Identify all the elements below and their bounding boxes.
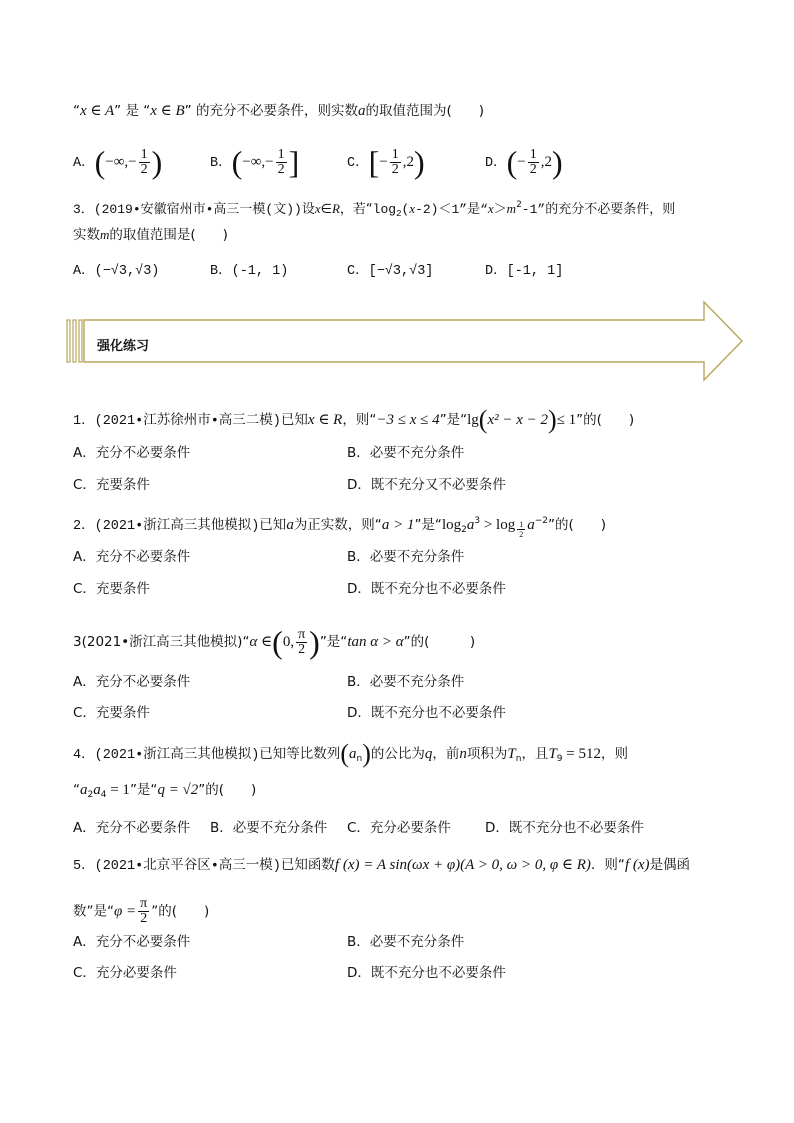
bracket: ]: [288, 144, 300, 180]
math-expr: q = √2: [157, 782, 199, 798]
text: “: [73, 782, 80, 798]
math-var: m: [506, 201, 517, 216]
intro-option-c: [347, 146, 425, 178]
fraction: [276, 148, 287, 177]
q1-option-d: D．既不充分又不必要条件: [347, 477, 506, 493]
math-expr: f (x) = A sin(ωx + φ)(A > 0, ω > 0, φ ∈ R): [334, 857, 591, 873]
math-expr: −∞,−: [105, 154, 137, 170]
math-expr: x² − x − 2: [487, 412, 549, 428]
intro-question-line: [73, 101, 484, 121]
fraction: [296, 628, 307, 657]
subscript: 2: [87, 790, 94, 800]
text: 数”是“: [73, 903, 114, 920]
q5-line-2: [73, 897, 209, 926]
text: -1”的充分不必要条件，则: [521, 202, 676, 217]
text: “: [73, 103, 80, 119]
math-expr: tan α > α: [347, 634, 404, 650]
q1-line: 1．(2021•江苏徐州市•高三二模)已知x ∈ R，则“−3 ≤ x ≤ 4”是“lg(x² − x − 2)≤ 1”的( ): [73, 405, 635, 434]
fraction: [139, 148, 150, 177]
log-base: 2: [396, 209, 402, 219]
fraction: [390, 148, 401, 177]
math-log: log: [372, 202, 397, 217]
denominator: 2: [140, 911, 148, 926]
numerator: 1: [519, 520, 524, 529]
text: ”是“: [129, 782, 158, 798]
text: 设: [301, 202, 315, 217]
numerator: 1: [529, 146, 537, 162]
math-expr: ≤ 1: [556, 412, 577, 428]
math-expr: α ∈: [249, 634, 273, 650]
q2-option-c: C．充要条件: [73, 581, 150, 597]
q4-option-c: C．充分必要条件: [347, 820, 451, 836]
math-var: a: [466, 517, 475, 533]
q2-option-a: A．充分不必要条件: [73, 549, 191, 565]
subscript: 9: [556, 754, 563, 764]
text: 是偶函: [649, 857, 691, 873]
bracket: ): [309, 624, 320, 660]
denominator: 2: [277, 161, 285, 177]
q2-option-d: D．既不充分也不必要条件: [347, 581, 506, 597]
q5-option-b: B．必要不充分条件: [347, 934, 465, 950]
log-base: 2: [461, 525, 467, 535]
math-var: T: [507, 746, 516, 762]
text: -2)＜1”是“: [415, 202, 488, 217]
text: 的取值范围是( ): [109, 227, 228, 243]
text: ，且: [521, 746, 549, 762]
exponent: 2: [516, 200, 522, 210]
q4-option-a: A．充分不必要条件: [73, 820, 191, 836]
exponent: 3: [474, 516, 481, 526]
text: 的取值范围为( ): [365, 103, 485, 119]
q3-option-a: A．(−√3,√3): [73, 264, 160, 279]
q3-option-d: D．[-1, 1]: [485, 264, 564, 279]
text: 为正实数，则“: [293, 517, 382, 533]
q3-option-b: B．(-1, 1): [210, 264, 289, 279]
q4-option-d: D．既不充分也不必要条件: [485, 820, 644, 836]
bracket: (: [506, 144, 518, 180]
question-lead: 1．(2021•江苏徐州市•高三二模)已知: [73, 414, 308, 429]
q2-option-b: B．必要不充分条件: [347, 549, 465, 565]
math-expr: f (x): [624, 857, 650, 873]
bracket: ): [362, 739, 371, 768]
text: ，则: [600, 746, 628, 762]
text: ”是“: [414, 517, 442, 533]
q3-line-2: [73, 225, 228, 245]
text: ，则“: [342, 412, 377, 428]
text: ” 的充分不必要条件，则实数: [184, 103, 358, 119]
bracket: [: [368, 144, 380, 180]
question-lead: 4．(2021•浙江高三其他模拟)已知等比数列: [73, 748, 341, 763]
q5-option-c: C．充分必要条件: [73, 965, 177, 981]
math-expr: −: [517, 154, 526, 170]
log-base-fraction: [517, 520, 525, 539]
option-label: C．: [347, 156, 369, 171]
banner-stripe: [67, 320, 70, 362]
text: 实数: [73, 227, 100, 243]
q3b-option-c: C．充要条件: [73, 705, 150, 721]
denominator: 2: [391, 161, 399, 177]
bracket: (: [231, 144, 243, 180]
q3b-option-b: B．必要不充分条件: [347, 674, 465, 690]
math-var: a: [348, 746, 357, 762]
subscript: n: [515, 754, 522, 764]
q4-line-1: [73, 741, 628, 769]
math-expr: φ =: [114, 903, 137, 920]
option-label: B．: [210, 156, 232, 171]
math-expr: a > 1: [381, 517, 415, 533]
math-var: a: [93, 782, 101, 798]
option-label: D．: [485, 156, 507, 171]
text: ” 是 “: [114, 103, 151, 119]
math-var: a: [357, 103, 366, 119]
text: ”的( ): [151, 903, 210, 920]
banner-arrow-shape: [84, 302, 742, 380]
q3b-line: [73, 626, 475, 658]
math-var: m: [100, 227, 110, 242]
math-expr: −∞,−: [242, 154, 274, 170]
bracket: (: [272, 624, 283, 660]
numerator: π: [298, 626, 306, 642]
math-var: x: [487, 201, 494, 216]
math-var: R: [331, 201, 340, 216]
text: 项积为: [466, 746, 508, 762]
text: ．则“: [590, 857, 625, 873]
question-number: 3．: [73, 202, 94, 217]
q1-option-b: B．必要不充分条件: [347, 445, 465, 461]
q1-option-a: A．充分不必要条件: [73, 445, 191, 461]
numerator: π: [140, 896, 148, 911]
section-banner-arrow: [66, 300, 744, 384]
text: ∈: [320, 202, 332, 217]
math-expr: > log: [480, 517, 516, 533]
math-var: x: [314, 201, 321, 216]
math-expr: x ∈ A: [80, 103, 115, 119]
subscript: 4: [100, 790, 107, 800]
intro-option-a: [73, 146, 162, 178]
math-log: log: [441, 517, 462, 533]
text: ”的( ): [198, 782, 257, 798]
q1-option-c: C．充要条件: [73, 477, 150, 493]
section-title: 强化练习: [97, 339, 150, 354]
math-expr: = 1: [106, 782, 130, 798]
question-lead: 5．(2021•北京平谷区•高三一模)已知函数: [73, 859, 335, 874]
option-label: A．: [73, 156, 95, 171]
q4-line-2: [73, 780, 256, 805]
math-var: n: [459, 746, 467, 762]
text: ＞: [493, 202, 507, 217]
q5-option-d: D．既不充分也不必要条件: [347, 965, 506, 981]
math-expr: ,2: [402, 154, 414, 170]
banner-stripe: [79, 320, 82, 362]
q3b-option-d: D．既不充分也不必要条件: [347, 705, 506, 721]
math-expr: x ∈ R: [307, 412, 343, 428]
numerator: 1: [140, 146, 148, 162]
text: ，若“: [339, 202, 373, 217]
math-lg: lg: [467, 412, 479, 428]
numerator: 1: [391, 146, 399, 162]
q2-line: [73, 511, 606, 540]
math-expr: ,2: [540, 154, 552, 170]
text: ”的( ): [548, 517, 607, 533]
bracket: ): [551, 144, 563, 180]
denominator: 2: [529, 161, 537, 177]
subscript: n: [356, 754, 363, 764]
q5-option-a: A．充分不必要条件: [73, 934, 191, 950]
denominator: 2: [519, 530, 524, 539]
math-expr: = 512: [562, 746, 601, 762]
math-var: a: [80, 782, 88, 798]
intro-option-b: [210, 146, 299, 178]
numerator: 1: [277, 146, 285, 162]
denominator: 2: [298, 641, 306, 657]
question-source: (2019•安徽宿州市•高三一模(文)): [93, 202, 302, 217]
math-expr: 0,: [282, 634, 295, 650]
math-var: x: [409, 201, 416, 216]
math-var: a: [286, 517, 294, 533]
q3b-option-a: A．充分不必要条件: [73, 674, 191, 690]
math-var: a: [527, 517, 535, 533]
fraction: [528, 148, 539, 177]
text: ”是“: [439, 412, 468, 428]
text: ”的( ): [576, 412, 635, 428]
math-expr: −3 ≤ x ≤ 4: [376, 412, 440, 428]
text: (: [401, 202, 410, 217]
bracket: ): [413, 144, 425, 180]
question-lead: 3(2021•浙江高三其他模拟)“: [73, 634, 250, 650]
text: 的公比为: [370, 746, 425, 762]
q3-line-1: [73, 195, 675, 224]
exponent: −2: [534, 516, 548, 526]
denominator: 2: [140, 161, 148, 177]
q5-line-1: [73, 855, 690, 877]
text: ”的( ): [403, 634, 476, 650]
q4-option-b: B．必要不充分条件: [210, 820, 328, 836]
fraction: [138, 897, 149, 926]
banner-stripe: [73, 320, 76, 362]
math-expr: −: [379, 154, 388, 170]
math-var: T: [548, 746, 557, 762]
intro-option-d: [485, 146, 563, 178]
q3-option-c: C．[−√3,√3]: [347, 264, 434, 279]
math-expr: x ∈ B: [150, 103, 185, 119]
math-var: q: [424, 746, 433, 762]
text: ”是“: [319, 634, 348, 650]
question-lead: 2．(2021•浙江高三其他模拟)已知: [73, 519, 287, 534]
text: ，前: [432, 746, 460, 762]
bracket: (: [94, 144, 106, 180]
bracket: ): [151, 144, 163, 180]
bracket: (: [340, 739, 349, 768]
